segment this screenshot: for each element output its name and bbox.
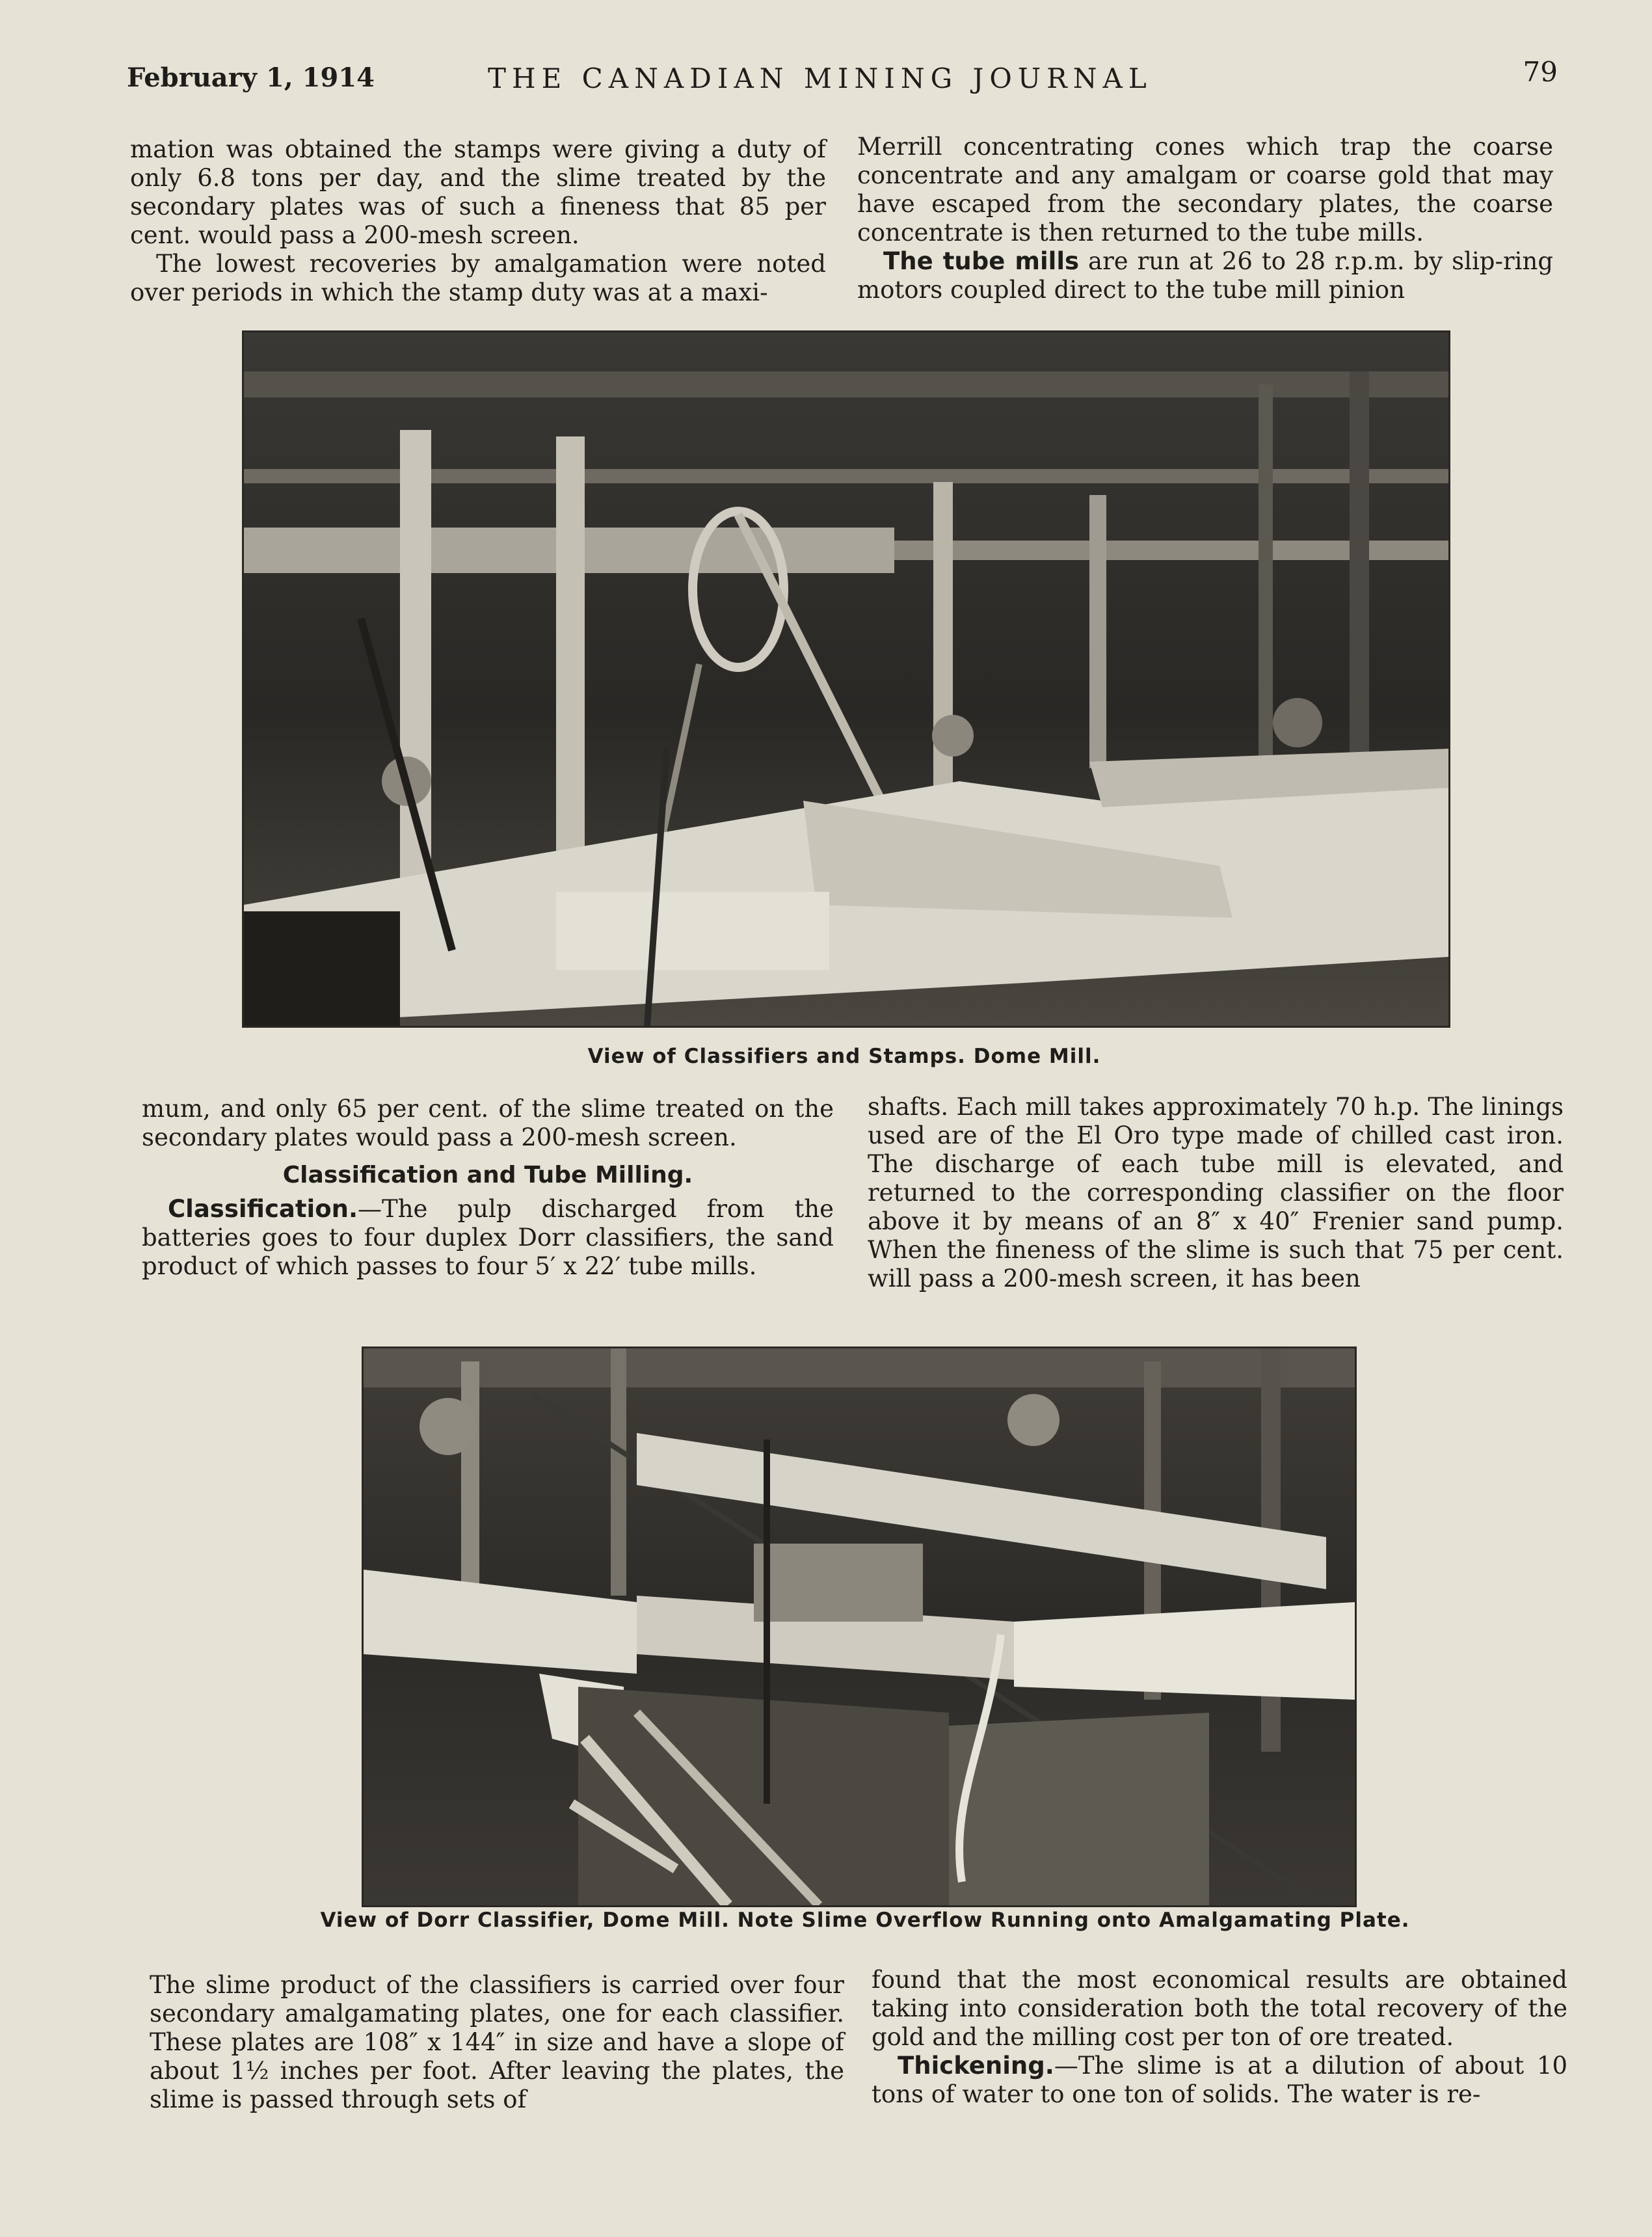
photo-classifiers-and-stamps	[242, 330, 1450, 1028]
photo-illustration	[364, 1348, 1355, 1905]
paragraph: found that the most economical results are obtained taking into consideration both the total recovery of the gold and the milling cost per ton of ore treated.	[872, 1966, 1567, 2051]
issue-date: February 1, 1914	[127, 62, 375, 93]
paragraph-text: are run at 26 to 28 r.p.m. by slip-ring motors coupled direct to the tube mill pinion	[857, 247, 1554, 304]
paragraph: mum, and only 65 per cent. of the slime treated on the secondary plates would pass a 200-mesh screen.	[142, 1095, 834, 1151]
paragraph-text: —The pulp discharged from the batteries goes to four duplex Dorr classifiers, the sand product of which passes to four 5′ x 22′ tube mills.	[142, 1195, 834, 1280]
paragraph-text: —The slime is at a dilution of about 10 tons of water to one ton of solids. The water is re-	[872, 2052, 1567, 2108]
page-number: 79	[1523, 56, 1558, 88]
paragraph: shafts. Each mill takes approximately 70 h.p. The linings used are of the El Oro type made of chilled cast iron. The discharge of each tube mill is elevated, and returned to the corresponding classifier on the floor above it by means of an 8″ x 40″ Frenier sand pump. When the fineness of the slime is such that 75 per cent. will pass a 200-mesh screen, it has been	[868, 1093, 1564, 1293]
run-in-heading: Classification.	[168, 1195, 358, 1223]
photo-dorr-classifier	[362, 1346, 1357, 1907]
paragraph: mation was obtained the stamps were giving a duty of only 6.8 tons per day, and the slime treated by the secondary plates was of such a fineness that 85 per cent. would pass a 200-mesh screen.	[130, 135, 826, 249]
journal-title: THE CANADIAN MINING JOURNAL	[488, 62, 1152, 94]
paragraph	[142, 1195, 834, 1281]
figure-caption: View of Classifiers and Stamps. Dome Mill.	[587, 1045, 1101, 1068]
figure-caption: View of Dorr Classifier, Dome Mill. Note Slime Overflow Running onto Amalgamating Plate.	[320, 1909, 1410, 1932]
column-bottom-right	[872, 1966, 1567, 2109]
section-heading: Classification and Tube Milling.	[282, 1162, 693, 1188]
paragraph	[872, 2052, 1567, 2109]
column-bottom-left	[150, 1971, 844, 2114]
running-head	[127, 56, 1558, 101]
paragraph: The lowest recoveries by amalgamation were noted over periods in which the stamp duty was at a maxi-	[130, 250, 826, 306]
run-in-heading: Thickening.	[898, 2052, 1054, 2080]
column-mid-right	[868, 1093, 1564, 1293]
paragraph: Merrill concentrating cones which trap the coarse concentrate and any amalgam or coarse gold that may have escaped from the secondary plates, the coarse concentrate is then returned to the tube mills.	[857, 133, 1553, 247]
paragraph	[857, 247, 1553, 304]
paragraph: The slime product of the classifiers is carried over four secondary amalgamating plates, one for each classifier. These plates are 108″ x 144″ in size and have a slope of about 1½ inches per foot. After leaving the plates, the slime is passed through sets of	[150, 1971, 844, 2113]
run-in-heading: The tube mills	[883, 247, 1080, 275]
column-top-left	[130, 135, 826, 307]
photo-illustration	[244, 332, 1448, 1026]
column-mid-left	[142, 1095, 834, 1281]
column-top-right	[857, 133, 1553, 304]
